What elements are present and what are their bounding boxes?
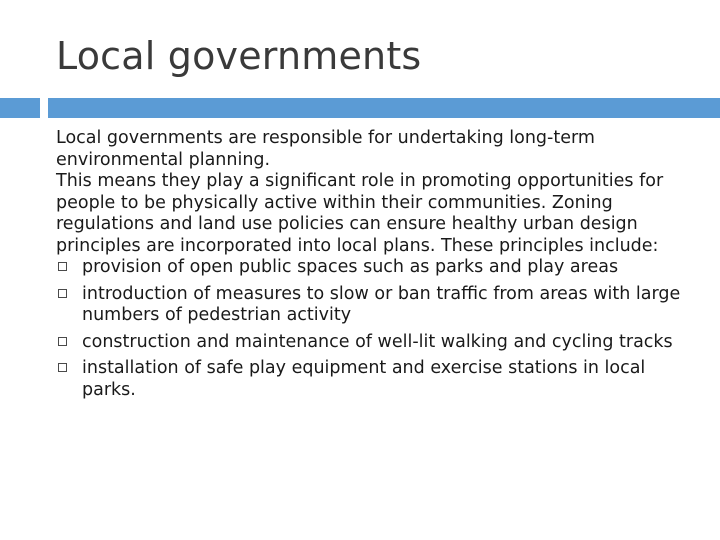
bullet-item	[56, 284, 696, 327]
square-bullet-icon	[58, 289, 67, 298]
square-bullet-icon	[58, 363, 67, 372]
main-paragraph: This means they play a significant role in promoting opportunities for people to be physically active within their communities. Zoning regulations and land use policies can ensure healthy urban design principles are incorporated into local plans. These principles include:	[56, 171, 664, 256]
bullet-list	[56, 257, 696, 401]
slide-title: Local governments	[56, 34, 422, 78]
bullet-text: introduction of measures to slow or ban traffic from areas with large numbers of pedestrian activity	[82, 283, 681, 325]
accent-bar-left	[0, 98, 40, 118]
bullet-text: installation of safe play equipment and exercise stations in local parks.	[82, 358, 646, 400]
square-bullet-icon	[58, 262, 67, 271]
bullet-item	[56, 257, 696, 279]
slide-body	[56, 128, 696, 406]
intro-paragraph: Local governments are responsible for undertaking long-term environmental planning.	[56, 128, 595, 170]
accent-bar-gap	[40, 98, 48, 118]
square-bullet-icon	[58, 337, 67, 346]
bullet-text: construction and maintenance of well-lit walking and cycling tracks	[82, 331, 673, 352]
bullet-item	[56, 332, 696, 354]
bullet-item	[56, 358, 696, 401]
accent-bar-right	[48, 98, 720, 118]
bullet-text: provision of open public spaces such as parks and play areas	[82, 257, 619, 277]
